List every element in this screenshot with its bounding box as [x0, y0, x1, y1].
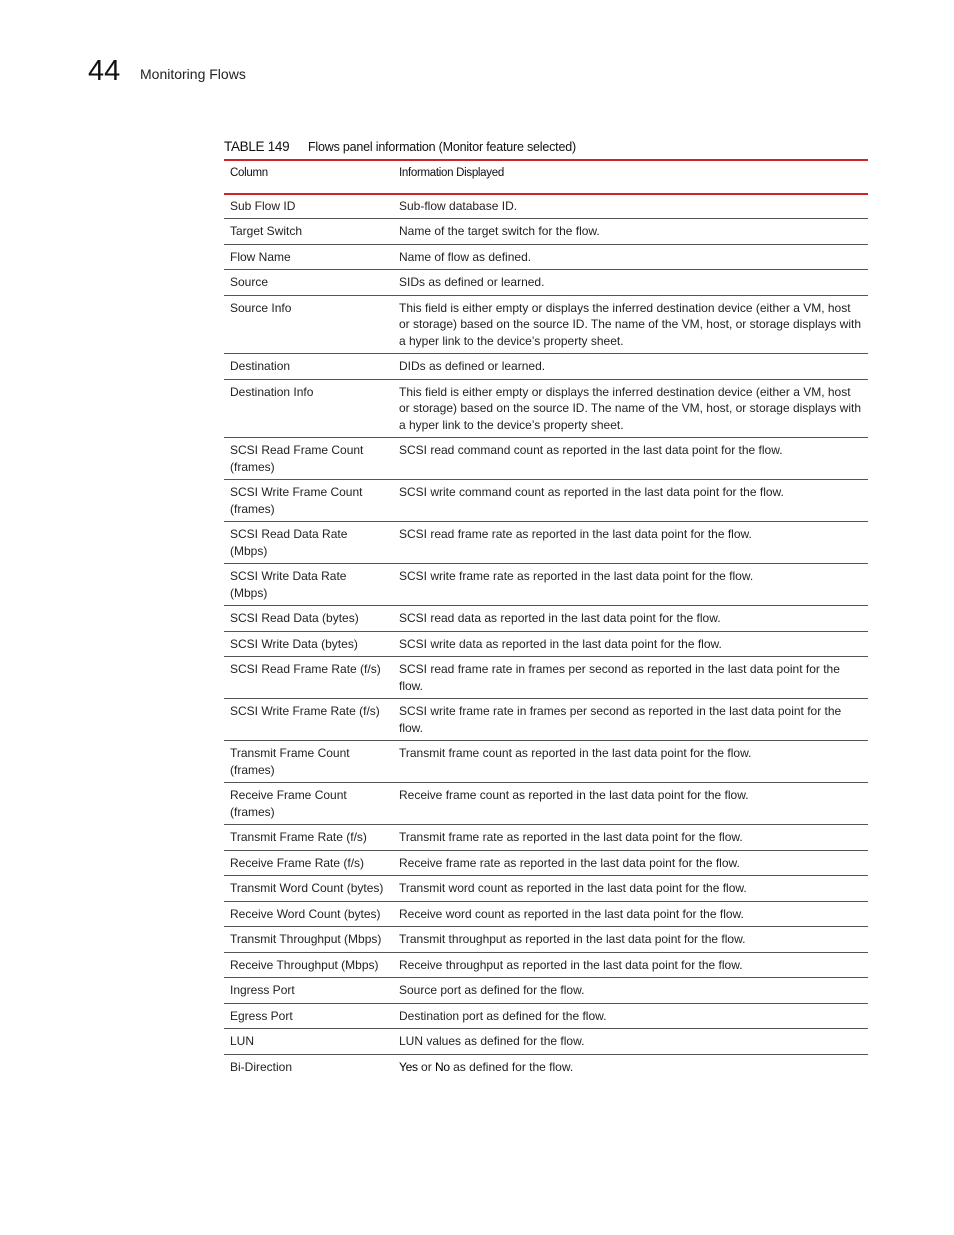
table-row — [224, 438, 868, 480]
information-cell: Transmit throughput as reported in the last data point for the flow. — [393, 927, 868, 953]
column-name-cell: Source Info — [224, 295, 393, 354]
chapter-number: 44 — [88, 55, 121, 87]
column-name-cell: SCSI Read Frame Rate (f/s) — [224, 657, 393, 699]
column-name-cell: Egress Port — [224, 1003, 393, 1029]
column-name-cell: Receive Throughput (Mbps) — [224, 952, 393, 978]
column-name-cell: Transmit Throughput (Mbps) — [224, 927, 393, 953]
table-header-row — [224, 160, 868, 194]
header-information-displayed: Information Displayed — [393, 160, 868, 194]
information-cell: SCSI write command count as reported in the last data point for the flow. — [393, 480, 868, 522]
table-row — [224, 927, 868, 953]
information-cell: Name of flow as defined. — [393, 244, 868, 270]
table-row — [224, 522, 868, 564]
column-name-cell: Flow Name — [224, 244, 393, 270]
information-cell: Transmit frame rate as reported in the last data point for the flow. — [393, 825, 868, 851]
table-row — [224, 606, 868, 632]
chapter-title: Monitoring Flows — [140, 66, 246, 82]
table-row — [224, 1029, 868, 1055]
header-column: Column — [224, 160, 393, 194]
column-name-cell: Destination Info — [224, 379, 393, 438]
column-name-cell: Receive Word Count (bytes) — [224, 901, 393, 927]
column-name-cell: Transmit Frame Rate (f/s) — [224, 825, 393, 851]
information-cell: SCSI write data as reported in the last data point for the flow. — [393, 631, 868, 657]
column-name-cell: Source — [224, 270, 393, 296]
column-name-cell: LUN — [224, 1029, 393, 1055]
column-name-cell: Sub Flow ID — [224, 194, 393, 219]
information-cell: Sub-flow database ID. — [393, 194, 868, 219]
table-row — [224, 354, 868, 380]
table-row — [224, 825, 868, 851]
table-row — [224, 219, 868, 245]
text-rest: as defined for the flow. — [449, 1059, 574, 1074]
column-name-cell: SCSI Read Frame Count (frames) — [224, 438, 393, 480]
table-row — [224, 783, 868, 825]
table-row — [224, 244, 868, 270]
table-row — [224, 379, 868, 438]
information-cell: SCSI write frame rate as reported in the last data point for the flow. — [393, 564, 868, 606]
table-row — [224, 295, 868, 354]
table-row — [224, 952, 868, 978]
column-name-cell: Receive Frame Count (frames) — [224, 783, 393, 825]
information-cell: Source port as defined for the flow. — [393, 978, 868, 1004]
information-cell: Receive word count as reported in the last data point for the flow. — [393, 901, 868, 927]
information-cell: Receive frame rate as reported in the last data point for the flow. — [393, 850, 868, 876]
information-cell: SCSI read command count as reported in the last data point for the flow. — [393, 438, 868, 480]
information-cell: This field is either empty or displays the inferred destination device (either a VM, host or storage) based on the source ID. The name of the VM, host, or storage displays with a hyper link to the device’s property sheet. — [393, 379, 868, 438]
column-name-cell: SCSI Read Data (bytes) — [224, 606, 393, 632]
table-row — [224, 978, 868, 1004]
column-name-cell: Bi-Direction — [230, 1059, 293, 1074]
table-row — [224, 480, 868, 522]
information-cell: Destination port as defined for the flow. — [393, 1003, 868, 1029]
information-cell: Transmit frame count as reported in the last data point for the flow. — [393, 741, 868, 783]
table-row — [224, 657, 868, 699]
column-name-cell: Target Switch — [224, 219, 393, 245]
table-row — [224, 901, 868, 927]
information-cell: This field is either empty or displays the inferred destination device (either a VM, host or storage) based on the source ID. The name of the VM, host, or storage displays with a hyper link to the device’s property sheet. — [393, 295, 868, 354]
table-row — [224, 1054, 868, 1079]
information-cell: Receive throughput as reported in the last data point for the flow. — [393, 952, 868, 978]
column-name-cell: Transmit Word Count (bytes) — [224, 876, 393, 902]
table-row — [224, 1003, 868, 1029]
information-cell: SCSI read data as reported in the last data point for the flow. — [393, 606, 868, 632]
column-name-cell: Transmit Frame Count (frames) — [224, 741, 393, 783]
column-name-cell: SCSI Write Data (bytes) — [224, 631, 393, 657]
information-cell — [393, 1054, 868, 1079]
information-cell: LUN values as defined for the flow. — [393, 1029, 868, 1055]
information-cell: Transmit word count as reported in the last data point for the flow. — [393, 876, 868, 902]
table-row — [224, 194, 868, 219]
keyword-no: No — [435, 1059, 450, 1074]
information-cell: SCSI read frame rate as reported in the last data point for the flow. — [393, 522, 868, 564]
information-cell: SCSI write frame rate in frames per second as reported in the last data point for the flow. — [393, 699, 868, 741]
text-or: or — [417, 1059, 436, 1074]
column-name-cell: SCSI Write Frame Count (frames) — [224, 480, 393, 522]
information-cell: DIDs as defined or learned. — [393, 354, 868, 380]
keyword-yes: Yes — [399, 1059, 418, 1074]
information-cell: Receive frame count as reported in the last data point for the flow. — [393, 783, 868, 825]
information-cell: SCSI read frame rate in frames per second as reported in the last data point for the flow. — [393, 657, 868, 699]
information-cell: Name of the target switch for the flow. — [393, 219, 868, 245]
column-name-cell: SCSI Write Data Rate (Mbps) — [224, 564, 393, 606]
table-caption-title: Flows panel information (Monitor feature selected) — [308, 140, 576, 154]
table-row — [224, 631, 868, 657]
table-row — [224, 850, 868, 876]
table-caption — [224, 138, 868, 156]
column-name-cell: Destination — [224, 354, 393, 380]
column-name-cell: SCSI Read Data Rate (Mbps) — [224, 522, 393, 564]
flows-panel-table — [224, 159, 868, 1079]
information-cell: SIDs as defined or learned. — [393, 270, 868, 296]
column-name-cell: Ingress Port — [224, 978, 393, 1004]
column-name-cell: Receive Frame Rate (f/s) — [224, 850, 393, 876]
table-row — [224, 270, 868, 296]
table-row — [224, 699, 868, 741]
table-row — [224, 741, 868, 783]
column-name-cell: SCSI Write Frame Rate (f/s) — [224, 699, 393, 741]
table-row — [224, 564, 868, 606]
table-caption-label: TABLE 149 — [224, 139, 290, 154]
table-row — [224, 876, 868, 902]
